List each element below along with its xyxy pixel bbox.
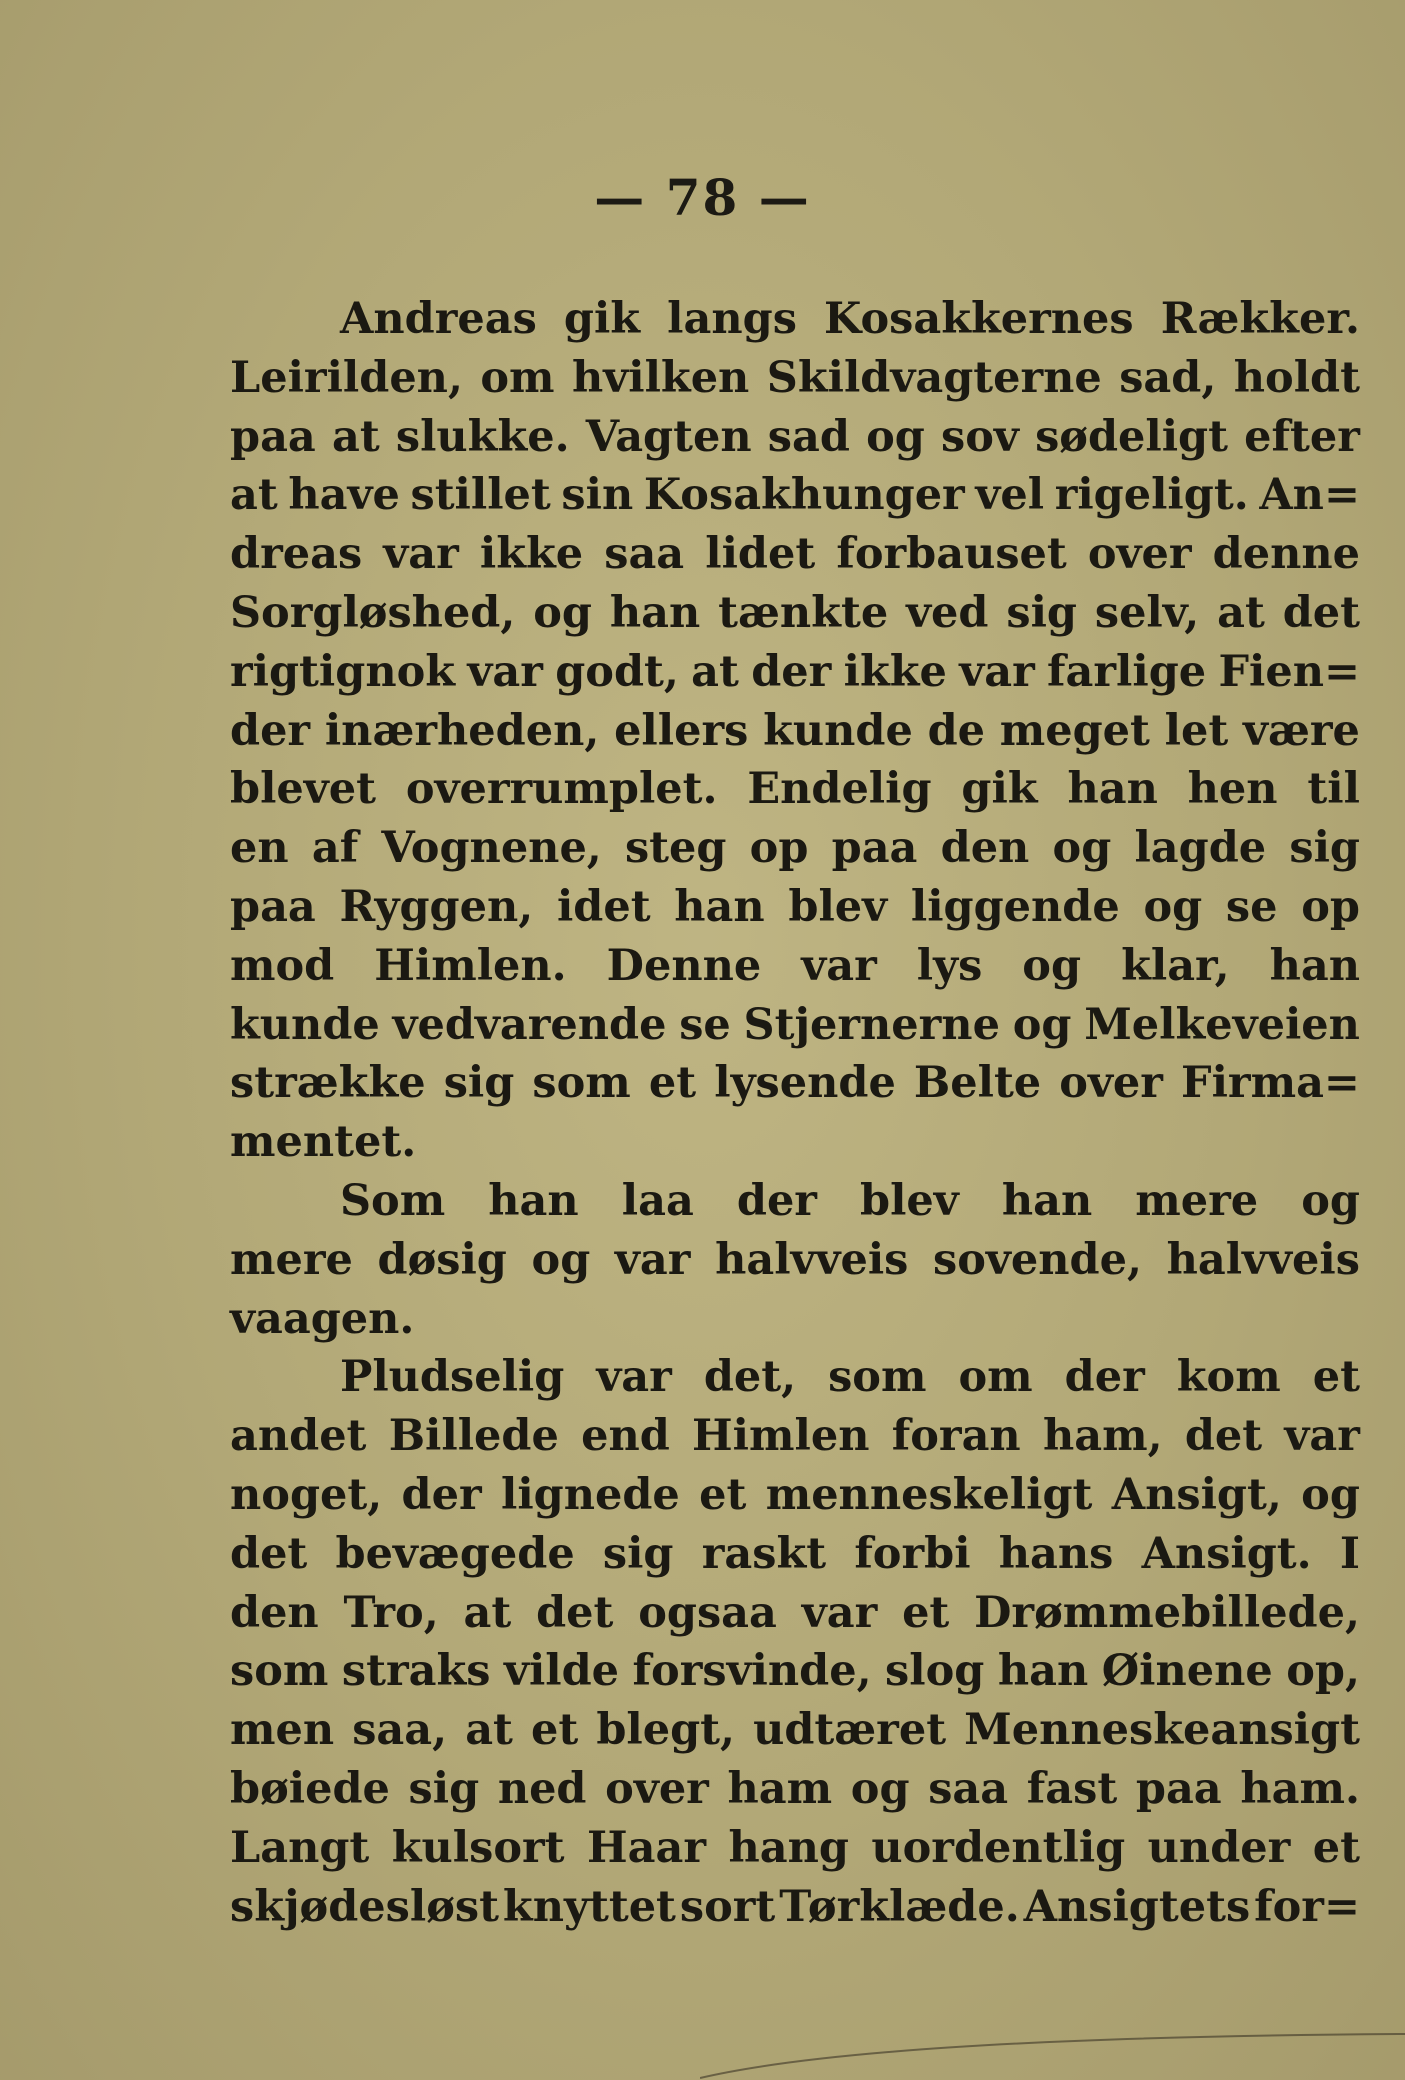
word: Firma= [1181, 1058, 1360, 1109]
word: var [801, 1587, 878, 1638]
word: et [902, 1587, 950, 1638]
word: et [1312, 1822, 1360, 1873]
word: og [1301, 1175, 1360, 1226]
word: sig [1006, 587, 1077, 638]
word: det [1184, 1411, 1263, 1462]
word: det [1282, 587, 1360, 638]
word: Melkeveien [1084, 999, 1360, 1050]
text-line [230, 1054, 1360, 1113]
word: se [679, 999, 731, 1050]
word: der [736, 1175, 817, 1226]
word: Andreas [340, 294, 537, 344]
word: ikke [479, 529, 584, 580]
word: sin [561, 470, 634, 521]
word: uordentlig [871, 1822, 1126, 1873]
word: og [850, 1763, 910, 1814]
text-line [230, 1113, 1360, 1172]
word: lagde [1134, 823, 1267, 874]
text-line [230, 1466, 1360, 1525]
word: Stjernerne [743, 999, 1000, 1050]
word: og [531, 1234, 591, 1285]
word: Pludselig [340, 1352, 565, 1403]
word: Kosakhunger [643, 470, 965, 521]
word: et [699, 1469, 747, 1520]
word: vel [975, 470, 1045, 521]
word: ikke [843, 646, 947, 697]
word: op, [1286, 1646, 1360, 1697]
word: sødeligt [1035, 411, 1228, 462]
word: vilde [503, 1646, 620, 1697]
word: Drømmebillede, [974, 1587, 1360, 1638]
word: og [866, 411, 925, 462]
word: langs [667, 294, 797, 344]
word: der [751, 646, 832, 697]
word: døsig [377, 1234, 507, 1285]
word: Tro, [343, 1587, 439, 1638]
word: at [1217, 587, 1265, 638]
word: til [1307, 764, 1360, 815]
word: han [1269, 940, 1360, 991]
word: der [401, 1469, 482, 1520]
word: at [230, 470, 278, 521]
word: var [596, 1352, 672, 1403]
word: bevægede [335, 1528, 575, 1579]
word: forbi [854, 1528, 971, 1579]
word: og [533, 587, 592, 638]
word: laa [621, 1175, 694, 1226]
word: inærheden, [324, 705, 600, 756]
word: at [331, 411, 380, 462]
word: hvilken [571, 352, 750, 403]
word: blev [788, 881, 888, 932]
text-line [230, 643, 1360, 702]
word: liggende [910, 881, 1120, 932]
word: et [531, 1705, 579, 1756]
word: paa [1135, 1763, 1222, 1814]
word: farlige [1047, 646, 1207, 697]
word: ellers [614, 705, 749, 756]
word: ham [727, 1763, 833, 1814]
word: det [230, 1528, 308, 1579]
text-line [230, 878, 1360, 937]
word: hans [998, 1528, 1114, 1579]
word: Rækker. [1160, 294, 1360, 344]
word: steg [624, 823, 727, 874]
word: straks [341, 1646, 491, 1697]
word: se [1225, 881, 1278, 932]
word: efter [1244, 411, 1360, 462]
word: Ansigtets [1023, 1881, 1251, 1932]
word: han [674, 881, 765, 932]
word: Som [340, 1175, 446, 1226]
word: var [801, 940, 877, 991]
word: let [1164, 705, 1229, 756]
word: Menneskeansigt [964, 1705, 1360, 1756]
word: han [609, 587, 701, 638]
word: den [940, 823, 1030, 874]
text-line [230, 1878, 1360, 1937]
word: sig [602, 1528, 674, 1579]
word: lignede [500, 1469, 680, 1520]
text-line [230, 819, 1360, 878]
word: kom [1176, 1352, 1281, 1403]
word: og [1012, 999, 1072, 1050]
text-line [230, 1642, 1360, 1701]
word: saa [604, 529, 685, 580]
word: Langt [230, 1822, 370, 1873]
word: en [230, 823, 289, 874]
word: at [463, 1587, 512, 1638]
text-line [230, 1584, 1360, 1643]
word: mentet. [230, 1117, 417, 1168]
word: Denne [606, 940, 762, 991]
word: han [1067, 764, 1158, 815]
text-line [230, 349, 1360, 408]
word: Kosakkernes [824, 294, 1134, 344]
word: gik [961, 764, 1038, 815]
word: der [230, 705, 311, 756]
word: lys [916, 940, 983, 991]
word: sad, [1119, 352, 1217, 403]
word: bøiede [230, 1763, 390, 1814]
text-line [230, 1819, 1360, 1878]
word: mod [230, 940, 335, 991]
word: sig [1289, 823, 1360, 874]
word: forbauset [836, 529, 1067, 580]
word: foran [891, 1411, 1021, 1462]
word: af [311, 823, 359, 874]
word: ned [497, 1763, 587, 1814]
word: idet [556, 881, 651, 932]
word: der [1064, 1352, 1145, 1403]
word: saa [928, 1763, 1009, 1814]
word: paa [831, 823, 918, 874]
word: og [1301, 1469, 1360, 1520]
text-line [230, 525, 1360, 584]
word: rigtignok [230, 646, 456, 697]
word: Belte [913, 1058, 1042, 1109]
word: at [691, 646, 739, 697]
word: over [605, 1763, 709, 1814]
word: ogsaa [638, 1587, 777, 1638]
word: ved [906, 587, 989, 638]
word: kunde [230, 999, 380, 1050]
word: under [1147, 1822, 1291, 1873]
word: rigeligt. [1054, 470, 1249, 521]
word: denne [1212, 529, 1360, 580]
word: gik [563, 294, 641, 344]
word: halvveis [1166, 1234, 1360, 1285]
word: det [536, 1587, 614, 1638]
text-line [230, 996, 1360, 1055]
word: var [467, 646, 543, 697]
word: sig [408, 1763, 480, 1814]
word: paa [230, 881, 316, 932]
text-line [230, 290, 1360, 349]
word: over [1059, 1058, 1163, 1109]
word: forsvinde, [632, 1646, 872, 1697]
word: Ansigt. [1141, 1528, 1312, 1579]
word: Vagten [585, 411, 752, 462]
word: holdt [1233, 352, 1360, 403]
word: være [1242, 705, 1360, 756]
word: sad [767, 411, 850, 462]
word: Tørklæde. [779, 1881, 1020, 1932]
word: og [1022, 940, 1082, 991]
word: end [581, 1411, 670, 1462]
word: Himlen [692, 1411, 870, 1462]
word: knyttet [502, 1881, 676, 1932]
text-line [230, 1407, 1360, 1466]
word: Skildvagterne [766, 352, 1102, 403]
word: det, [703, 1352, 797, 1403]
word: som [230, 1646, 329, 1697]
word: lidet [705, 529, 816, 580]
word: blevet [230, 764, 376, 815]
word: at [465, 1705, 513, 1756]
word: saa, [352, 1705, 448, 1756]
text-line [230, 1231, 1360, 1290]
text-line [230, 702, 1360, 761]
body-text [230, 290, 1360, 1936]
word: op [1301, 881, 1360, 932]
word: Haar [586, 1822, 706, 1873]
text-line [230, 1290, 1360, 1349]
text-line [230, 1701, 1360, 1760]
word: Leirilden, [230, 352, 463, 403]
word: udtæret [753, 1705, 947, 1756]
word: blev [860, 1175, 959, 1226]
word: mere [1135, 1175, 1259, 1226]
word: var [959, 646, 1035, 697]
word: var [614, 1234, 691, 1285]
word: et [1312, 1352, 1360, 1403]
word: om [480, 352, 555, 403]
word: raskt [701, 1528, 827, 1579]
word: meget [999, 705, 1150, 756]
text-line [230, 1760, 1360, 1819]
word: som [828, 1352, 927, 1403]
word: Ansigt, [1111, 1469, 1282, 1520]
word: var [1284, 1411, 1360, 1462]
word: over [1087, 529, 1192, 580]
word: stillet [410, 470, 551, 521]
word: for= [1254, 1881, 1360, 1932]
word: Øinene [1101, 1646, 1273, 1697]
word: sov [941, 411, 1019, 462]
word: Billede [388, 1411, 559, 1462]
word: I [1339, 1528, 1360, 1579]
word: noget, [230, 1469, 383, 1520]
word: lysende [714, 1058, 896, 1109]
word: slukke. [395, 411, 570, 462]
word: han [488, 1175, 579, 1226]
text-line [230, 408, 1360, 467]
word: selv, [1094, 587, 1200, 638]
word: han [1001, 1175, 1093, 1226]
text-line [230, 937, 1360, 996]
word: hang [728, 1822, 849, 1873]
word: blegt, [596, 1705, 735, 1756]
word: de [927, 705, 985, 756]
word: Sorgløshed, [230, 587, 516, 638]
word: mere [230, 1234, 353, 1285]
word: slog [885, 1646, 985, 1697]
word: kunde [763, 705, 913, 756]
word: var [383, 529, 459, 580]
word: sovende, [933, 1234, 1142, 1285]
word: han [997, 1646, 1089, 1697]
word: ham. [1240, 1763, 1360, 1814]
text-line [230, 466, 1360, 525]
page-edge-curve [700, 2030, 1405, 2080]
word: og [1052, 823, 1112, 874]
word: den [230, 1587, 319, 1638]
word: op [749, 823, 809, 874]
word: skjødesløst [230, 1881, 499, 1932]
word: men [230, 1705, 335, 1756]
word: Endelig [747, 764, 932, 815]
word: ham, [1042, 1411, 1163, 1462]
word: kulsort [391, 1822, 565, 1873]
word: overrumplet. [405, 764, 718, 815]
word: sort [679, 1881, 776, 1932]
word: vaagen. [230, 1293, 415, 1344]
text-line [230, 1172, 1360, 1231]
text-line [230, 1525, 1360, 1584]
text-line [230, 760, 1360, 819]
word: halvveis [715, 1234, 909, 1285]
word: et [648, 1058, 697, 1109]
word: hen [1187, 764, 1278, 815]
word: om [958, 1352, 1033, 1403]
word: dreas [230, 529, 363, 580]
word: Himlen. [374, 940, 567, 991]
word: tænkte [718, 587, 889, 638]
text-line [230, 1348, 1360, 1407]
word: som [532, 1058, 631, 1109]
word: klar, [1121, 940, 1230, 991]
word: fast [1026, 1763, 1118, 1814]
word: andet [230, 1411, 367, 1462]
word: strække [230, 1058, 426, 1109]
page-number: — 78 — [594, 168, 811, 227]
word: og [1143, 881, 1203, 932]
word: sig [443, 1058, 515, 1109]
word: Ryggen, [339, 881, 534, 932]
word: have [288, 470, 400, 521]
word: Fien= [1218, 646, 1360, 697]
word: An= [1259, 470, 1360, 521]
word: paa [230, 411, 316, 462]
text-line [230, 584, 1360, 643]
word: Vognene, [381, 823, 602, 874]
word: godt, [555, 646, 679, 697]
word: vedvarende [392, 999, 667, 1050]
word: menneskeligt [765, 1469, 1093, 1520]
